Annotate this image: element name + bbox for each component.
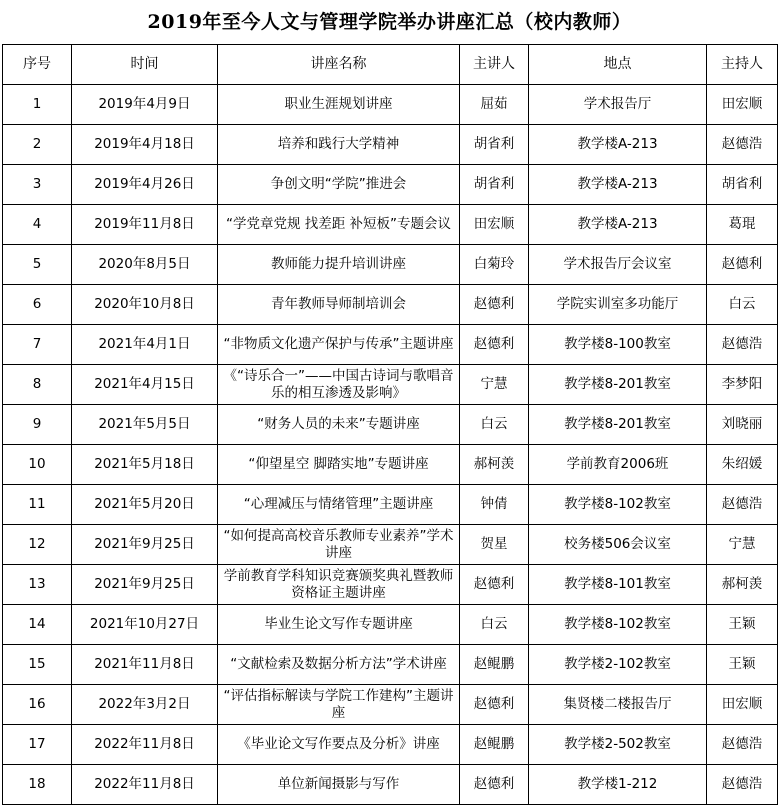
- row-speaker: 赵鲲鹏: [460, 725, 529, 765]
- row-date: 2020年10月8日: [72, 285, 218, 325]
- header-row: [3, 45, 778, 85]
- row-number: 9: [3, 405, 72, 445]
- row-date: 2019年4月9日: [72, 85, 218, 125]
- row-place: 学术报告厅: [529, 85, 707, 125]
- row-number: 4: [3, 205, 72, 245]
- row-speaker: 赵鲲鹏: [460, 645, 529, 685]
- row-number: 10: [3, 445, 72, 485]
- lecture-table: [2, 44, 778, 805]
- header-date: 时间: [72, 45, 218, 85]
- table-row: [3, 165, 778, 205]
- row-speaker: 钟倩: [460, 485, 529, 525]
- row-speaker: 贺星: [460, 525, 529, 565]
- row-date: 2022年11月8日: [72, 765, 218, 805]
- row-place: 集贤楼二楼报告厅: [529, 685, 707, 725]
- row-speaker: 宁慧: [460, 365, 529, 405]
- row-host: 郝柯羡: [707, 565, 778, 605]
- row-date: 2020年8月5日: [72, 245, 218, 285]
- row-date: 2021年10月27日: [72, 605, 218, 645]
- row-date: 2021年4月15日: [72, 365, 218, 405]
- table-row: [3, 765, 778, 805]
- row-place: 教学楼1-212: [529, 765, 707, 805]
- row-number: 3: [3, 165, 72, 205]
- row-lecture-name: 职业生涯规划讲座: [218, 85, 460, 125]
- table-body: [3, 85, 778, 805]
- row-number: 13: [3, 565, 72, 605]
- table-row: [3, 285, 778, 325]
- row-number: 15: [3, 645, 72, 685]
- row-host: 朱绍媛: [707, 445, 778, 485]
- row-lecture-name: “如何提高高校音乐教师专业素养”学术讲座: [218, 525, 460, 565]
- row-lecture-name: 毕业生论文写作专题讲座: [218, 605, 460, 645]
- row-number: 6: [3, 285, 72, 325]
- row-lecture-name: “文献检索及数据分析方法”学术讲座: [218, 645, 460, 685]
- row-speaker: 白云: [460, 605, 529, 645]
- table-row: [3, 405, 778, 445]
- row-speaker: 胡省利: [460, 125, 529, 165]
- row-host: 赵德浩: [707, 725, 778, 765]
- row-speaker: 田宏顺: [460, 205, 529, 245]
- row-number: 16: [3, 685, 72, 725]
- row-host: 刘晓丽: [707, 405, 778, 445]
- row-number: 18: [3, 765, 72, 805]
- row-speaker: 屈茹: [460, 85, 529, 125]
- row-host: 赵德浩: [707, 485, 778, 525]
- row-lecture-name: 《毕业论文写作要点及分析》讲座: [218, 725, 460, 765]
- row-place: 教学楼8-102教室: [529, 605, 707, 645]
- row-lecture-name: “学党章党规 找差距 补短板”专题会议: [218, 205, 460, 245]
- row-lecture-name: 学前教育学科知识竞赛颁奖典礼暨教师资格证主题讲座: [218, 565, 460, 605]
- header-speaker: 主讲人: [460, 45, 529, 85]
- row-lecture-name: 争创文明“学院”推进会: [218, 165, 460, 205]
- row-date: 2021年11月8日: [72, 645, 218, 685]
- row-number: 14: [3, 605, 72, 645]
- table-row: [3, 125, 778, 165]
- row-speaker: 赵德利: [460, 765, 529, 805]
- row-host: 赵德浩: [707, 325, 778, 365]
- row-place: 校务楼506会议室: [529, 525, 707, 565]
- table-row: [3, 485, 778, 525]
- row-lecture-name: “非物质文化遗产保护与传承”主题讲座: [218, 325, 460, 365]
- header-place: 地点: [529, 45, 707, 85]
- table-row: [3, 725, 778, 765]
- row-place: 教学楼8-102教室: [529, 485, 707, 525]
- row-speaker: 赵德利: [460, 285, 529, 325]
- table-row: [3, 85, 778, 125]
- table-row: [3, 205, 778, 245]
- row-date: 2021年4月1日: [72, 325, 218, 365]
- row-date: 2022年3月2日: [72, 685, 218, 725]
- row-host: 田宏顺: [707, 85, 778, 125]
- row-host: 田宏顺: [707, 685, 778, 725]
- row-lecture-name: “评估指标解读与学院工作建构”主题讲座: [218, 685, 460, 725]
- row-number: 12: [3, 525, 72, 565]
- row-place: 教学楼2-502教室: [529, 725, 707, 765]
- row-date: 2021年9月25日: [72, 525, 218, 565]
- row-host: 王颖: [707, 605, 778, 645]
- table-row: [3, 445, 778, 485]
- row-speaker: 赵德利: [460, 685, 529, 725]
- header-no: 序号: [3, 45, 72, 85]
- table-row: [3, 605, 778, 645]
- row-lecture-name: 《“诗乐合一”——中国古诗词与歌唱音乐的相互渗透及影响》: [218, 365, 460, 405]
- row-place: 学术报告厅会议室: [529, 245, 707, 285]
- row-place: 教学楼8-100教室: [529, 325, 707, 365]
- row-host: 白云: [707, 285, 778, 325]
- row-date: 2021年5月20日: [72, 485, 218, 525]
- row-place: 教学楼A-213: [529, 125, 707, 165]
- row-speaker: 白云: [460, 405, 529, 445]
- table-row: [3, 565, 778, 605]
- row-host: 赵德浩: [707, 125, 778, 165]
- header-host: 主持人: [707, 45, 778, 85]
- row-place: 教学楼2-102教室: [529, 645, 707, 685]
- table-row: [3, 325, 778, 365]
- table-row: [3, 525, 778, 565]
- row-place: 学院实训室多功能厅: [529, 285, 707, 325]
- row-lecture-name: 培养和践行大学精神: [218, 125, 460, 165]
- row-place: 教学楼8-201教室: [529, 405, 707, 445]
- row-host: 李梦阳: [707, 365, 778, 405]
- row-date: 2022年11月8日: [72, 725, 218, 765]
- row-place: 学前教育2006班: [529, 445, 707, 485]
- row-number: 17: [3, 725, 72, 765]
- row-date: 2021年5月18日: [72, 445, 218, 485]
- row-number: 7: [3, 325, 72, 365]
- row-host: 胡省利: [707, 165, 778, 205]
- row-lecture-name: 单位新闻摄影与写作: [218, 765, 460, 805]
- row-speaker: 赵德利: [460, 565, 529, 605]
- row-place: 教学楼A-213: [529, 205, 707, 245]
- row-lecture-name: “心理减压与情绪管理”主题讲座: [218, 485, 460, 525]
- row-place: 教学楼8-101教室: [529, 565, 707, 605]
- row-host: 宁慧: [707, 525, 778, 565]
- table-row: [3, 645, 778, 685]
- row-date: 2021年5月5日: [72, 405, 218, 445]
- table-row: [3, 365, 778, 405]
- row-speaker: 胡省利: [460, 165, 529, 205]
- page-title: 2019年至今人文与管理学院举办讲座汇总（校内教师）: [147, 11, 632, 33]
- row-host: 葛琨: [707, 205, 778, 245]
- table-row: [3, 685, 778, 725]
- row-host: 王颖: [707, 645, 778, 685]
- row-host: 赵德浩: [707, 765, 778, 805]
- row-number: 11: [3, 485, 72, 525]
- row-speaker: 郝柯羡: [460, 445, 529, 485]
- row-place: 教学楼A-213: [529, 165, 707, 205]
- row-number: 1: [3, 85, 72, 125]
- row-date: 2019年11月8日: [72, 205, 218, 245]
- row-date: 2019年4月26日: [72, 165, 218, 205]
- row-date: 2021年9月25日: [72, 565, 218, 605]
- row-speaker: 赵德利: [460, 325, 529, 365]
- row-number: 2: [3, 125, 72, 165]
- row-lecture-name: 青年教师导师制培训会: [218, 285, 460, 325]
- row-speaker: 白菊玲: [460, 245, 529, 285]
- row-place: 教学楼8-201教室: [529, 365, 707, 405]
- row-date: 2019年4月18日: [72, 125, 218, 165]
- table-row: [3, 245, 778, 285]
- row-lecture-name: “财务人员的未来”专题讲座: [218, 405, 460, 445]
- row-number: 8: [3, 365, 72, 405]
- row-host: 赵德利: [707, 245, 778, 285]
- header-lecture-name: 讲座名称: [218, 45, 460, 85]
- row-number: 5: [3, 245, 72, 285]
- row-lecture-name: 教师能力提升培训讲座: [218, 245, 460, 285]
- row-lecture-name: “仰望星空 脚踏实地”专题讲座: [218, 445, 460, 485]
